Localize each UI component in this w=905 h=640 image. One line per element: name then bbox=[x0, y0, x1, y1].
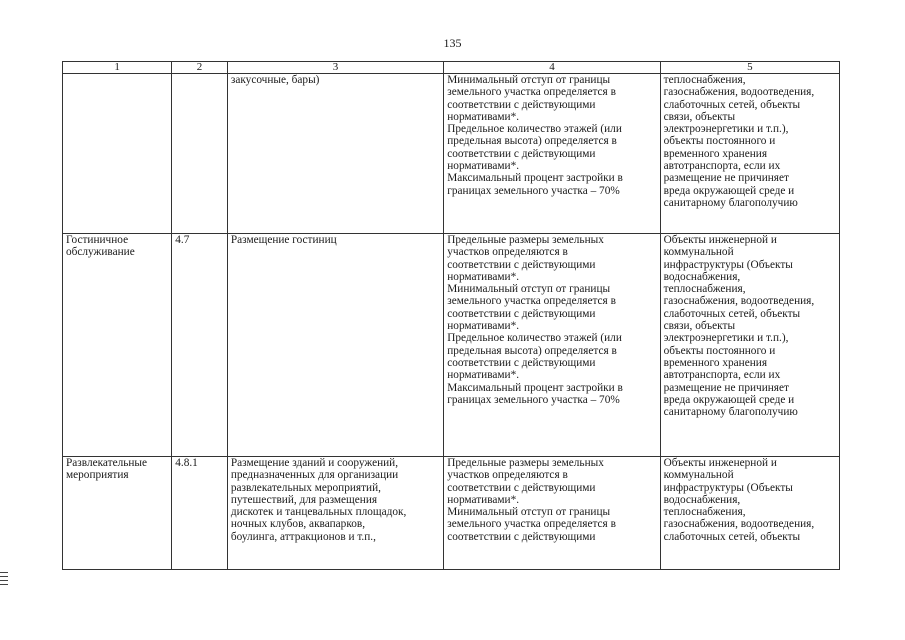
table-cell: Минимальный отступ от границы земельного участка определяется в соответствии с действующими нормативами*. Предельное количество этажей (или предельная высота) определяется в соответствии с действующими нормативами*. Максимальный процент застройки в границах земельного участка – 70% bbox=[444, 74, 660, 234]
binding-mark bbox=[0, 572, 8, 573]
table-cell: 4.8.1 bbox=[172, 457, 228, 570]
column-header: 5 bbox=[660, 62, 839, 74]
column-header: 4 bbox=[444, 62, 660, 74]
table-cell: Объекты инженерной и коммунальной инфраструктуры (Объекты водоснабжения, теплоснабжения, газоснабжения, водоотведения, слаботочных сетей, объекты связи, объекты электроэнергетики и т.п.), объекты постоянного и временного хранения автотранспорта, если их размещение не причиняет вреда окружающей среде и санитарному благополучию bbox=[660, 234, 839, 457]
page-number: 135 bbox=[443, 36, 462, 50]
table-cell: Размещение гостиниц bbox=[227, 234, 443, 457]
table-cell: Предельные размеры земельных участков определяются в соответствии с действующими нормативами*. Минимальный отступ от границы земельного участка определяется в соответствии с действующими нормативами*. Предельное количество этажей (или предельная высота) определяется в соответствии с действующими нормативами*. Максимальный процент застройки в границах земельного участка – 70% bbox=[444, 234, 660, 457]
binding-mark bbox=[0, 580, 8, 581]
table-header-row bbox=[63, 62, 840, 74]
column-header: 1 bbox=[63, 62, 172, 74]
binding-mark bbox=[0, 576, 8, 577]
table-cell: закусочные, бары) bbox=[227, 74, 443, 234]
table-cell: Развлекательные мероприятия bbox=[63, 457, 172, 570]
column-header: 3 bbox=[227, 62, 443, 74]
table-cell bbox=[172, 74, 228, 234]
binding-marks-decoration bbox=[0, 572, 8, 588]
table-row bbox=[63, 234, 840, 457]
table-cell: Гостиничное обслуживание bbox=[63, 234, 172, 457]
table-row bbox=[63, 74, 840, 234]
column-header: 2 bbox=[172, 62, 228, 74]
table-cell: Объекты инженерной и коммунальной инфраструктуры (Объекты водоснабжения, теплоснабжения, газоснабжения, водоотведения, слаботочных сетей, объекты bbox=[660, 457, 839, 570]
table-cell: 4.7 bbox=[172, 234, 228, 457]
table-cell: Предельные размеры земельных участков определяются в соответствии с действующими нормативами*. Минимальный отступ от границы земельного участка определяется в соответствии с действующими bbox=[444, 457, 660, 570]
binding-mark bbox=[0, 584, 8, 585]
table-row bbox=[63, 457, 840, 570]
table-cell bbox=[63, 74, 172, 234]
table-cell: теплоснабжения, газоснабжения, водоотведения, слаботочных сетей, объекты связи, объекты электроэнергетики и т.п.), объекты постоянного и временного хранения автотранспорта, если их размещение не причиняет вреда окружающей среде и санитарному благополучию bbox=[660, 74, 839, 234]
table-cell: Размещение зданий и сооружений, предназначенных для организации развлекательных мероприятий, путешествий, для размещения дискотек и танцевальных площадок, ночных клубов, аквапарков, боулинга, аттракционов и т.п., bbox=[227, 457, 443, 570]
land-use-table bbox=[62, 61, 840, 570]
